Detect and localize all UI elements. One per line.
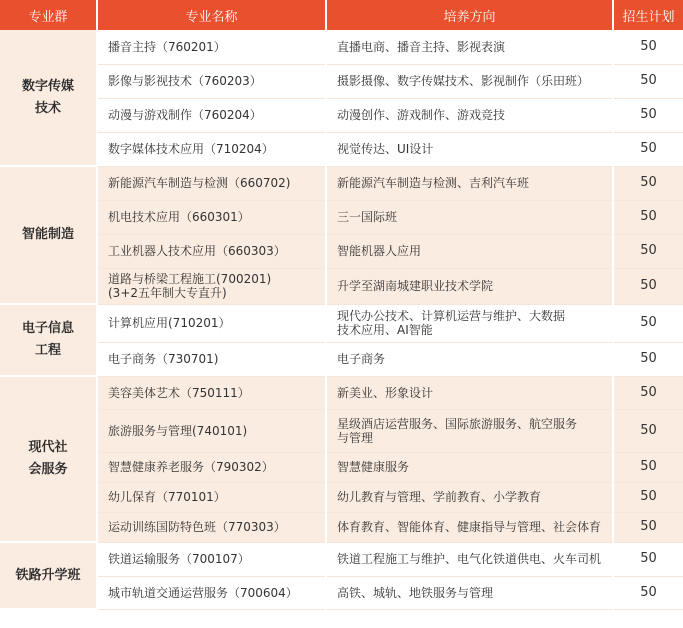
table-row	[0, 234, 683, 268]
program-name-cell: 新能源汽车制造与检测（660702)	[97, 166, 326, 200]
table-row	[0, 166, 683, 200]
direction-cell: 智慧健康服务	[326, 452, 613, 482]
table-row	[0, 200, 683, 234]
direction-cell: 体育教育、智能体育、健康指导与管理、社会体育	[326, 512, 613, 542]
plan-cell: 50	[613, 512, 683, 542]
plan-cell: 50	[613, 132, 683, 166]
table-row	[0, 30, 683, 64]
program-name-cell: 道路与桥梁工程施工(700201) (3+2五年制大专直升)	[97, 268, 326, 304]
direction-cell: 智能机器人应用	[326, 234, 613, 268]
table-row	[0, 576, 683, 609]
table-row	[0, 376, 683, 409]
program-name-cell: 旅游服务与管理(740101)	[97, 409, 326, 452]
header-direction: 培养方向	[326, 0, 613, 30]
header-row	[0, 0, 683, 30]
direction-cell: 动漫创作、游戏制作、游戏竞技	[326, 98, 613, 132]
plan-cell: 50	[613, 409, 683, 452]
direction-cell: 三一国际班	[326, 200, 613, 234]
header-group: 专业群	[0, 0, 97, 30]
direction-cell: 星级酒店运营服务、国际旅游服务、航空服务 与管理	[326, 409, 613, 452]
program-name-cell: 智慧健康养老服务（790302）	[97, 452, 326, 482]
plan-cell: 50	[613, 542, 683, 576]
group-cell: 铁路升学班	[0, 542, 97, 609]
table-row	[0, 482, 683, 512]
table-row	[0, 512, 683, 542]
program-name-cell: 数字媒体技术应用（710204）	[97, 132, 326, 166]
direction-cell: 视觉传达、UI设计	[326, 132, 613, 166]
direction-cell: 现代办公技术、计算机运营与维护、大数据 技术应用、AI智能	[326, 304, 613, 342]
plan-cell: 50	[613, 30, 683, 64]
direction-cell: 升学至湖南城建职业技术学院	[326, 268, 613, 304]
program-name-cell: 工业机器人技术应用（660303）	[97, 234, 326, 268]
table-row	[0, 64, 683, 98]
program-name-cell: 电子商务（730701)	[97, 342, 326, 376]
group-cell: 电子信息 工程	[0, 304, 97, 376]
program-name-cell: 铁道运输服务（700107）	[97, 542, 326, 576]
table-row	[0, 342, 683, 376]
program-name-cell: 计算机应用(710201）	[97, 304, 326, 342]
program-name-cell: 美容美体艺术（750111）	[97, 376, 326, 409]
direction-cell: 直播电商、播音主持、影视表演	[326, 30, 613, 64]
table-body	[0, 30, 683, 609]
program-name-cell: 影像与影视技术（760203）	[97, 64, 326, 98]
table-row	[0, 452, 683, 482]
direction-cell: 新能源汽车制造与检测、吉利汽车班	[326, 166, 613, 200]
plan-cell: 50	[613, 482, 683, 512]
direction-cell: 幼儿教育与管理、学前教育、小学教育	[326, 482, 613, 512]
header-plan: 招生计划	[613, 0, 683, 30]
plan-cell: 50	[613, 342, 683, 376]
plan-cell: 50	[613, 200, 683, 234]
header-name: 专业名称	[97, 0, 326, 30]
table-row	[0, 98, 683, 132]
table-row	[0, 132, 683, 166]
table-row	[0, 268, 683, 304]
plan-cell: 50	[613, 452, 683, 482]
program-name-cell: 运动训练国防特色班（770303）	[97, 512, 326, 542]
program-name-cell: 幼儿保育（770101）	[97, 482, 326, 512]
group-cell: 智能制造	[0, 166, 97, 304]
plan-cell: 50	[613, 64, 683, 98]
program-name-cell: 动漫与游戏制作（760204）	[97, 98, 326, 132]
group-cell: 数字传媒 技术	[0, 30, 97, 166]
direction-cell: 电子商务	[326, 342, 613, 376]
program-name-cell: 城市轨道交通运营服务（700604）	[97, 576, 326, 609]
table-row	[0, 542, 683, 576]
direction-cell: 高铁、城轨、地铁服务与管理	[326, 576, 613, 609]
table-row	[0, 304, 683, 342]
group-cell: 现代社 会服务	[0, 376, 97, 542]
program-name-cell: 播音主持（760201）	[97, 30, 326, 64]
plan-cell: 50	[613, 576, 683, 609]
plan-cell: 50	[613, 304, 683, 342]
table-row	[0, 409, 683, 452]
program-name-cell: 机电技术应用（660301）	[97, 200, 326, 234]
direction-cell: 摄影摄像、数字传媒技术、影视制作（乐田班）	[326, 64, 613, 98]
plan-cell: 50	[613, 376, 683, 409]
direction-cell: 铁道工程施工与维护、电气化铁道供电、火车司机	[326, 542, 613, 576]
plan-cell: 50	[613, 268, 683, 304]
direction-cell: 新美业、形象设计	[326, 376, 613, 409]
plan-cell: 50	[613, 234, 683, 268]
plan-cell: 50	[613, 98, 683, 132]
plan-cell: 50	[613, 166, 683, 200]
